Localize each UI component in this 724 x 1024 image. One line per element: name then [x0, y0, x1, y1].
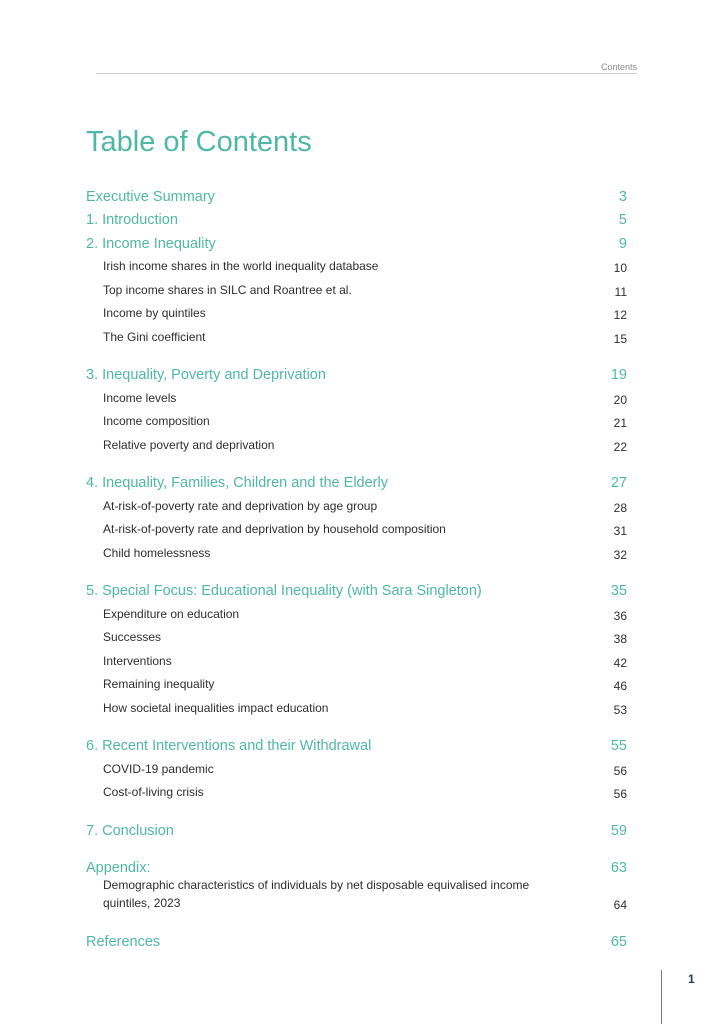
toc-subentry[interactable]: [86, 515, 627, 539]
toc-entry-title: COVID-19 pandemic: [103, 761, 214, 776]
toc-entry-page: 65: [610, 933, 627, 950]
page-number: 1: [688, 972, 695, 986]
toc-entry-page: 22: [613, 439, 627, 454]
toc-entry-title: 6. Recent Interventions and their Withdrawal: [86, 738, 372, 754]
toc-entry-title: 7. Conclusion: [86, 822, 174, 839]
toc-entry-title: Demographic characteristics of individuals by net disposable equivalised income quintiles, 2023: [103, 878, 530, 910]
toc-entry-page: 9: [618, 235, 627, 252]
toc-entry-title: References: [86, 933, 161, 950]
toc-entry-page: 32: [613, 547, 627, 562]
toc-entry-title: 2. Income Inequality: [86, 235, 216, 252]
toc-subentry[interactable]: [86, 778, 627, 802]
toc-entry-title: Cost-of-living crisis: [103, 785, 204, 799]
toc-entry-page: 38: [613, 632, 627, 646]
toc-entry-recent-interventions[interactable]: [86, 731, 627, 755]
toc-entry-page: 64: [613, 898, 627, 912]
toc-subentry[interactable]: [86, 623, 627, 647]
toc-entry-page: 35: [610, 583, 627, 599]
toc-entry-title: At-risk-of-poverty rate and deprivation by age group: [103, 498, 378, 513]
toc-entry-title: Relative poverty and deprivation: [103, 437, 275, 452]
toc-subentry[interactable]: [86, 876, 627, 912]
toc-entry-page: 3: [618, 188, 627, 205]
toc-entry-title: Child homelessness: [103, 545, 211, 560]
toc-entry-title: Successes: [103, 630, 162, 644]
toc-entry-page: 15: [613, 331, 627, 346]
toc-entry-title: Irish income shares in the world inequality database: [103, 259, 379, 273]
footer-divider: [661, 970, 662, 1024]
toc-entry-title: Income composition: [103, 414, 210, 428]
toc-entry-page: 11: [614, 284, 627, 299]
toc-entry-page: 42: [613, 655, 627, 670]
toc-entry-title: The Gini coefficient: [103, 329, 206, 344]
toc-subentry[interactable]: [86, 693, 627, 717]
toc-entry-special-focus-education[interactable]: [86, 576, 627, 600]
toc-entry-page: 5: [618, 212, 627, 228]
toc-entry-page: 56: [613, 787, 627, 801]
toc-entry-families-children-elderly[interactable]: [86, 468, 627, 492]
toc-entry-page: 53: [613, 702, 627, 717]
toc-subentry[interactable]: [86, 430, 627, 454]
toc-entry-appendix[interactable]: [86, 853, 627, 877]
toc-subentry[interactable]: [86, 599, 627, 623]
toc-entry-conclusion[interactable]: [86, 815, 627, 839]
toc-entry-page: 12: [613, 308, 627, 322]
page-title: Table of Contents: [86, 126, 312, 158]
toc-entry-page: 28: [613, 500, 627, 515]
toc-subentry[interactable]: [86, 407, 627, 431]
toc-entry-page: 59: [610, 822, 627, 839]
toc-entry-title: Income by quintiles: [103, 306, 206, 320]
toc-subentry[interactable]: [86, 383, 627, 407]
toc-subentry[interactable]: [86, 646, 627, 670]
toc-entry-page: 31: [613, 524, 627, 538]
toc-subentry[interactable]: [86, 538, 627, 562]
toc-subentry[interactable]: [86, 491, 627, 515]
toc-entry-title: Appendix:: [86, 860, 151, 876]
toc-entry-title: 4. Inequality, Families, Children and the Elderly: [86, 475, 388, 491]
toc-subentry[interactable]: [86, 670, 627, 694]
toc-entry-page: 10: [613, 261, 627, 275]
toc-entry-page: 63: [610, 860, 627, 876]
toc-entry-page: 46: [613, 679, 627, 693]
toc-entry-executive-summary[interactable]: [86, 181, 627, 205]
toc-entry-page: 56: [613, 763, 627, 778]
toc-entry-title: Top income shares in SILC and Roantree et al.: [103, 282, 352, 297]
toc-entry-income-inequality[interactable]: [86, 228, 627, 252]
toc-entry-page: 27: [610, 475, 627, 491]
toc-entry-title: Executive Summary: [86, 188, 215, 205]
running-header: Contents: [600, 62, 637, 72]
toc-subentry[interactable]: [86, 754, 627, 778]
header-divider: [96, 73, 637, 74]
toc-entry-title: Remaining inequality: [103, 677, 215, 691]
toc-subentry[interactable]: [86, 252, 627, 276]
toc-entry-page: 55: [610, 738, 627, 754]
toc-entry-title: Expenditure on education: [103, 606, 240, 621]
table-of-contents: [86, 181, 627, 950]
toc-entry-title: Interventions: [103, 653, 172, 668]
toc-entry-references[interactable]: [86, 926, 627, 950]
toc-subentry[interactable]: [86, 322, 627, 346]
toc-entry-title: Income levels: [103, 390, 177, 405]
toc-entry-title: How societal inequalities impact education: [103, 700, 329, 715]
toc-entry-page: 21: [613, 416, 627, 430]
toc-subentry[interactable]: [86, 275, 627, 299]
toc-entry-page: 20: [613, 392, 627, 407]
toc-entry-page: 36: [613, 608, 627, 623]
toc-entry-title: 3. Inequality, Poverty and Deprivation: [86, 367, 326, 383]
toc-entry-title: 5. Special Focus: Educational Inequality (with Sara Singleton): [86, 583, 482, 599]
toc-entry-page: 19: [610, 367, 627, 383]
toc-entry-title: At-risk-of-poverty rate and deprivation by household composition: [103, 522, 446, 536]
toc-entry-inequality-poverty-deprivation[interactable]: [86, 360, 627, 384]
toc-entry-title: 1. Introduction: [86, 212, 178, 228]
toc-entry-introduction[interactable]: [86, 205, 627, 229]
toc-subentry[interactable]: [86, 299, 627, 323]
